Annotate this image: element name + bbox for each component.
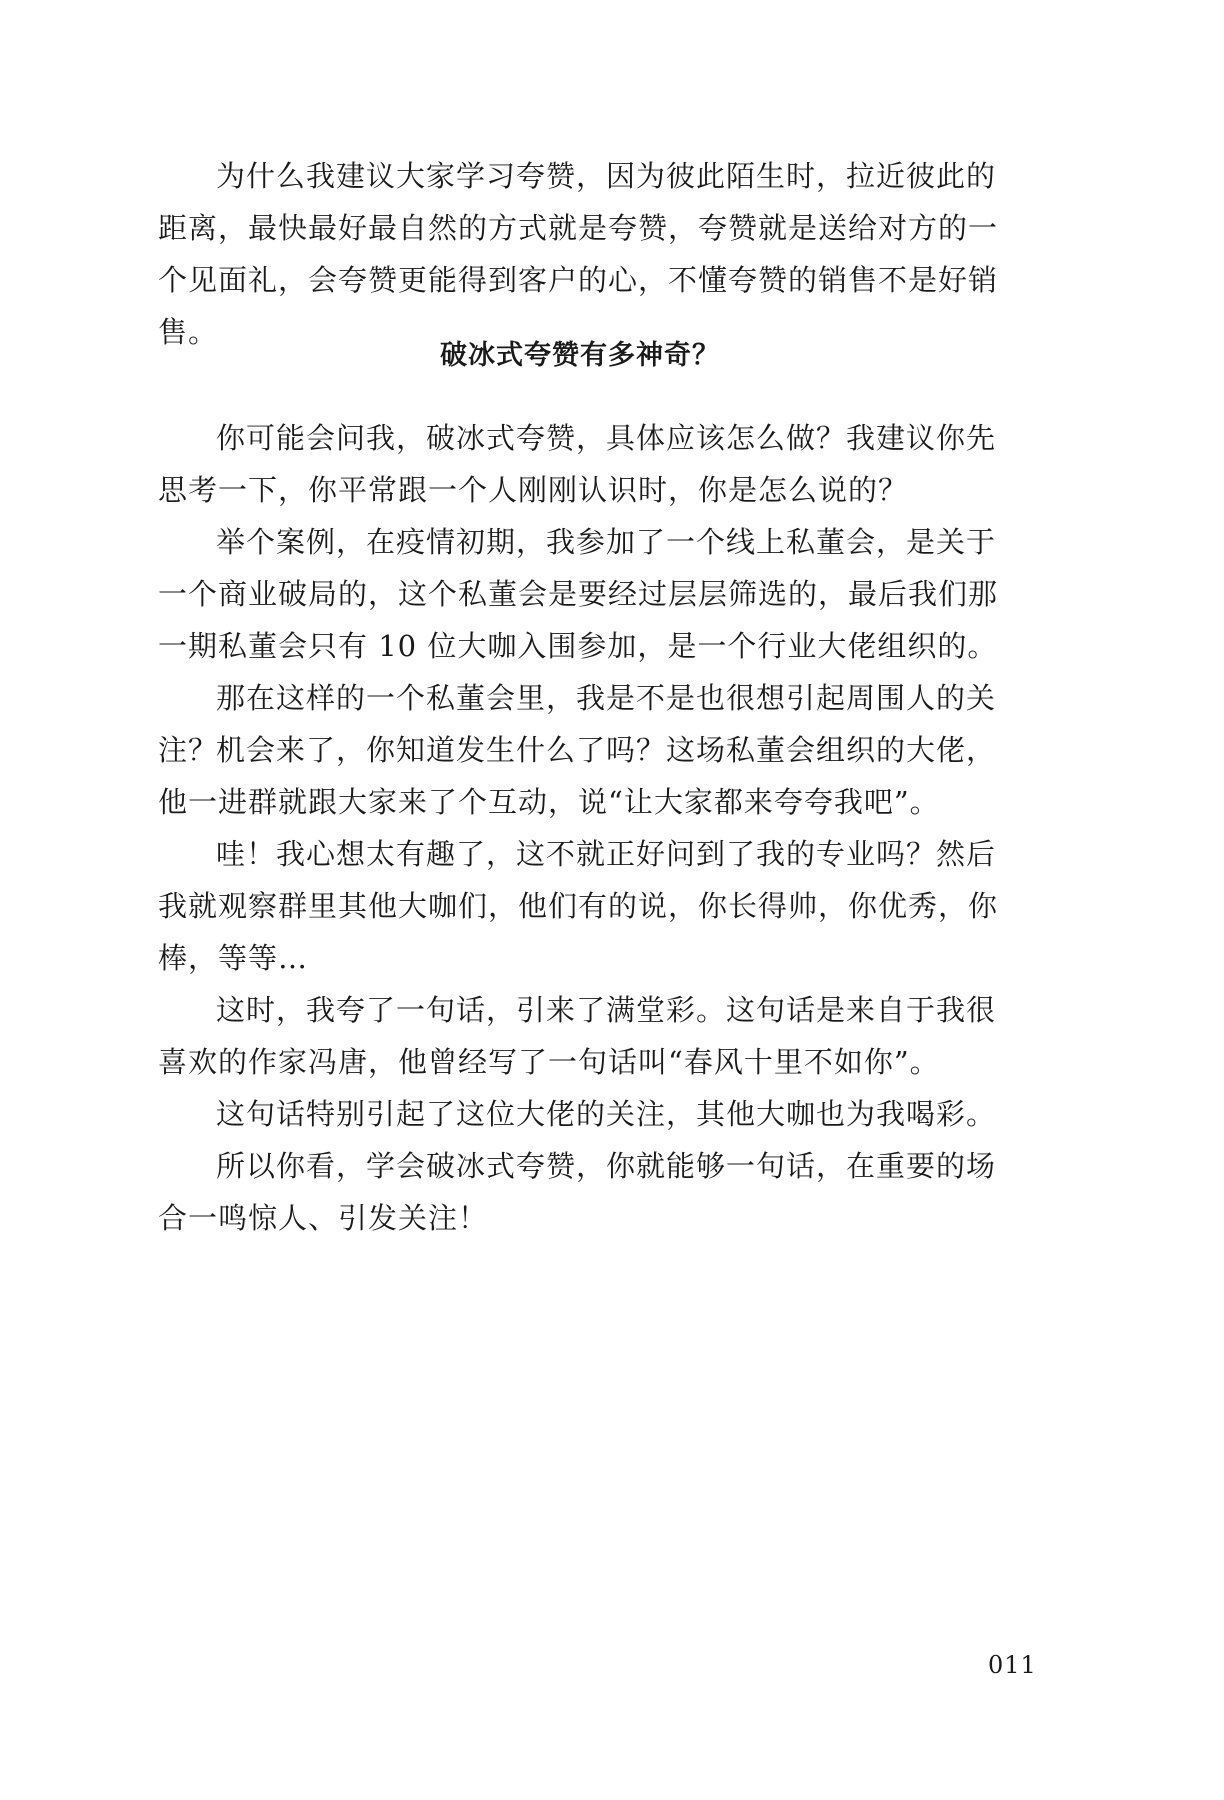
body-paragraph: 机会来了，你知道发生什么了吗？这场私董会组织的大佬，他一进群就跟大家来了个互动，说“让大家都来夸夸我吧”。 (158, 733, 997, 819)
body-paragraph: 这句话特别引起了这位大佬的关注，其他大咖也为我喝彩。 (216, 1097, 997, 1131)
body-paragraph: 举个案例，在疫情初期，我参加了一个线上私董会，是关于一个商业破局的，这个私董会是要经过层层筛选的，最后我们那一期私董会只有 10 位大咖入围参加，是一个行业大佬组织的。 (158, 525, 999, 663)
body-paragraph: 哇！我心想太有趣了，这不就正好问到了我的专业吗？然后我就观察群里其他大咖们，他们有的说，你长得帅，你优秀，你棒，等等… (158, 837, 999, 975)
body-paragraph: 那在这样的一个私董会里，我是不是也很想引起周围人的关注？ (158, 681, 997, 767)
body-paragraph: 你可能会问我，破冰式夸赞，具体应该怎么做？我建议你先思考一下，你平常跟一个人刚刚认识时，你是怎么说的？ (158, 421, 997, 507)
section-heading: 破冰式夸赞有多神奇？ (440, 340, 720, 371)
body-paragraph: 这时，我夸了一句话，引来了满堂彩。这句话是来自于我很喜欢的作家冯唐，他曾经写了一句话叫“春风十里不如你”。 (158, 993, 997, 1079)
intro-paragraph: 为什么我建议大家学习夸赞，因为彼此陌生时，拉近彼此的距离，最快最好最自然的方式就是夸赞，夸赞就是送给对方的一个见面礼，会夸赞更能得到客户的心，不懂夸赞的销售不是好销售。 (158, 159, 999, 349)
page-number: 011 (988, 1651, 1037, 1679)
body-paragraph: 所以你看，学会破冰式夸赞，你就能够一句话，在重要的场合一鸣惊人、引发关注！ (158, 1149, 997, 1235)
